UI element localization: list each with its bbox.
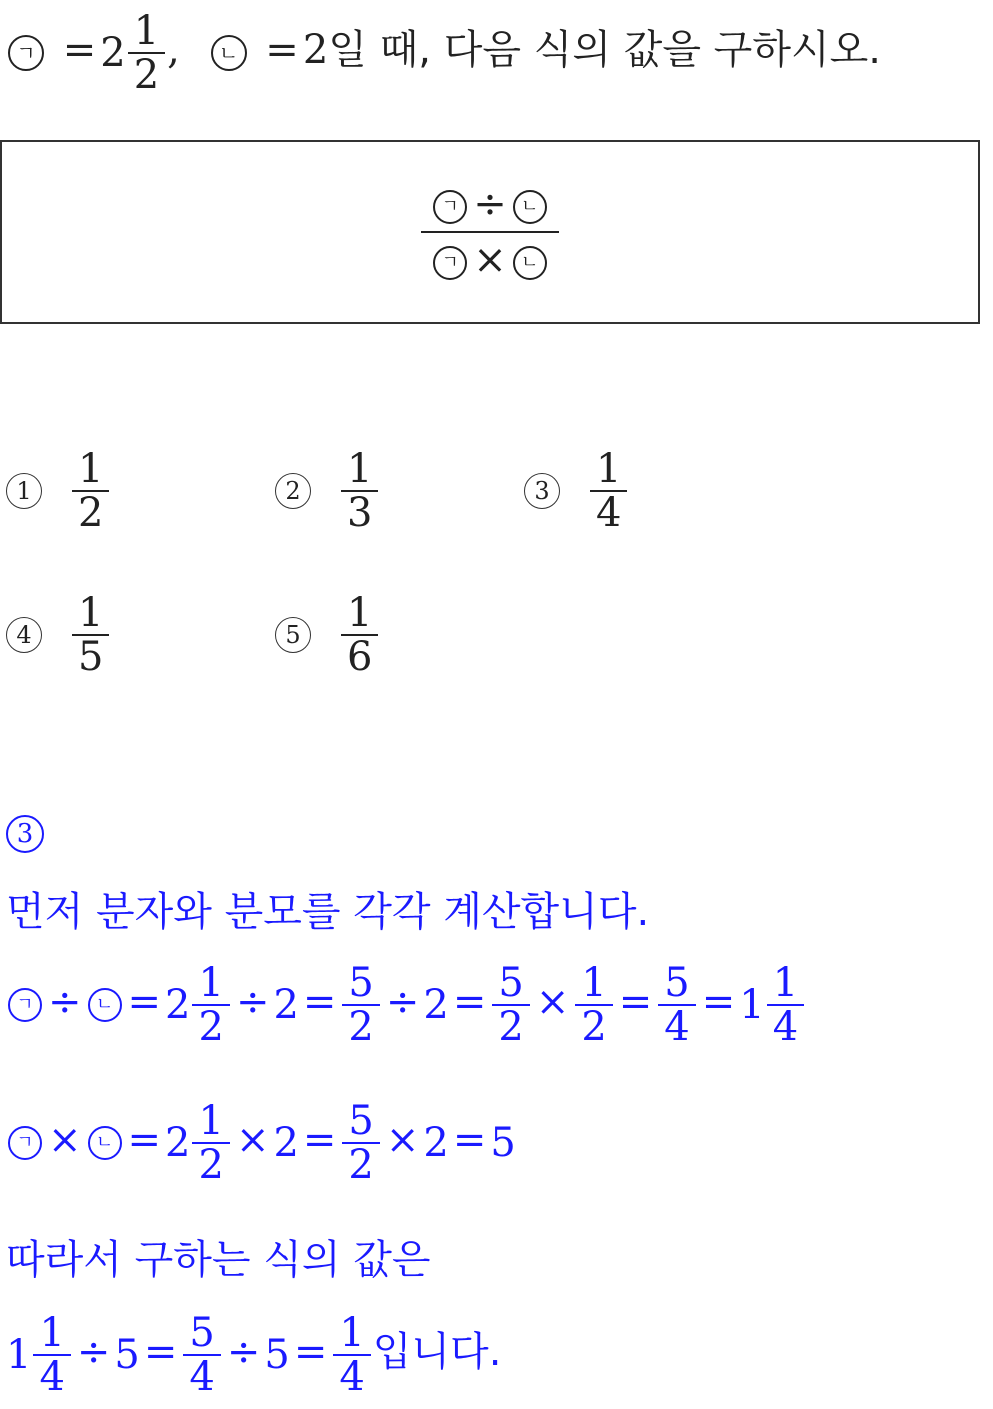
comma: , <box>167 27 180 73</box>
expression-numerator: ㄱ ÷ ㄴ <box>421 177 559 233</box>
solution-line-1: ㄱ ÷ ㄴ = 2 $\frac{1}{2}$ ÷ 2 = $\frac{5}{2}$ ÷ 2 = $\frac{5}{2}$ × $\frac{1}{2}$ = $\frac{5}{4}$ = 1 $\frac{1}{4}$ <box>6 962 806 1048</box>
symbol-giyeok: ㄱ <box>8 35 44 71</box>
choice-fraction: $\frac{1}{5}$ <box>72 592 109 678</box>
expression-fraction <box>421 177 559 287</box>
choice-4[interactable] <box>6 592 111 678</box>
question-text <box>6 10 881 96</box>
choice-2[interactable] <box>275 448 380 534</box>
choice-fraction: $\frac{1}{3}$ <box>341 448 378 534</box>
solution-intro: 먼저 분자와 분모를 각각 계산합니다. <box>6 889 650 935</box>
answer-mark: 3 <box>6 815 44 853</box>
solution-conclusion: 따라서 구하는 식의 값은 <box>6 1237 431 1283</box>
symbol-nieun: ㄴ <box>211 35 247 71</box>
equals-sign: = <box>265 27 299 73</box>
choice-number: 1 <box>6 473 42 509</box>
choice-3[interactable] <box>524 448 629 534</box>
choice-number: 5 <box>275 617 311 653</box>
choice-fraction: $\frac{1}{2}$ <box>72 448 109 534</box>
solution-tail: 입니다. <box>372 1329 502 1375</box>
choice-5[interactable] <box>275 592 380 678</box>
choice-fraction: $\frac{1}{6}$ <box>341 592 378 678</box>
equals-sign: = <box>62 27 97 73</box>
b-value: 2 <box>302 27 329 73</box>
question-sentence: 일 때, 다음 식의 값을 구하시오. <box>328 27 881 73</box>
choice-number: 4 <box>6 617 42 653</box>
mixed-whole: 2 <box>100 30 126 76</box>
solution-line-3: 1 $\frac{1}{4}$ ÷ 5 = $\frac{5}{4}$ ÷ 5 = $\frac{1}{4}$ 입니다. <box>6 1310 502 1400</box>
choice-number: 2 <box>275 473 311 509</box>
choice-fraction: $\frac{1}{4}$ <box>590 448 627 534</box>
choice-number: 3 <box>524 473 560 509</box>
expression-box <box>0 140 980 324</box>
choice-1[interactable] <box>6 448 111 534</box>
fraction: $\frac{1}{2}$ <box>128 10 165 96</box>
expression-denominator: ㄱ × ㄴ <box>421 233 559 287</box>
solution-line-2: ㄱ × ㄴ = 2 $\frac{1}{2}$ × 2 = $\frac{5}{2}$ × 2 = 5 <box>6 1100 516 1186</box>
